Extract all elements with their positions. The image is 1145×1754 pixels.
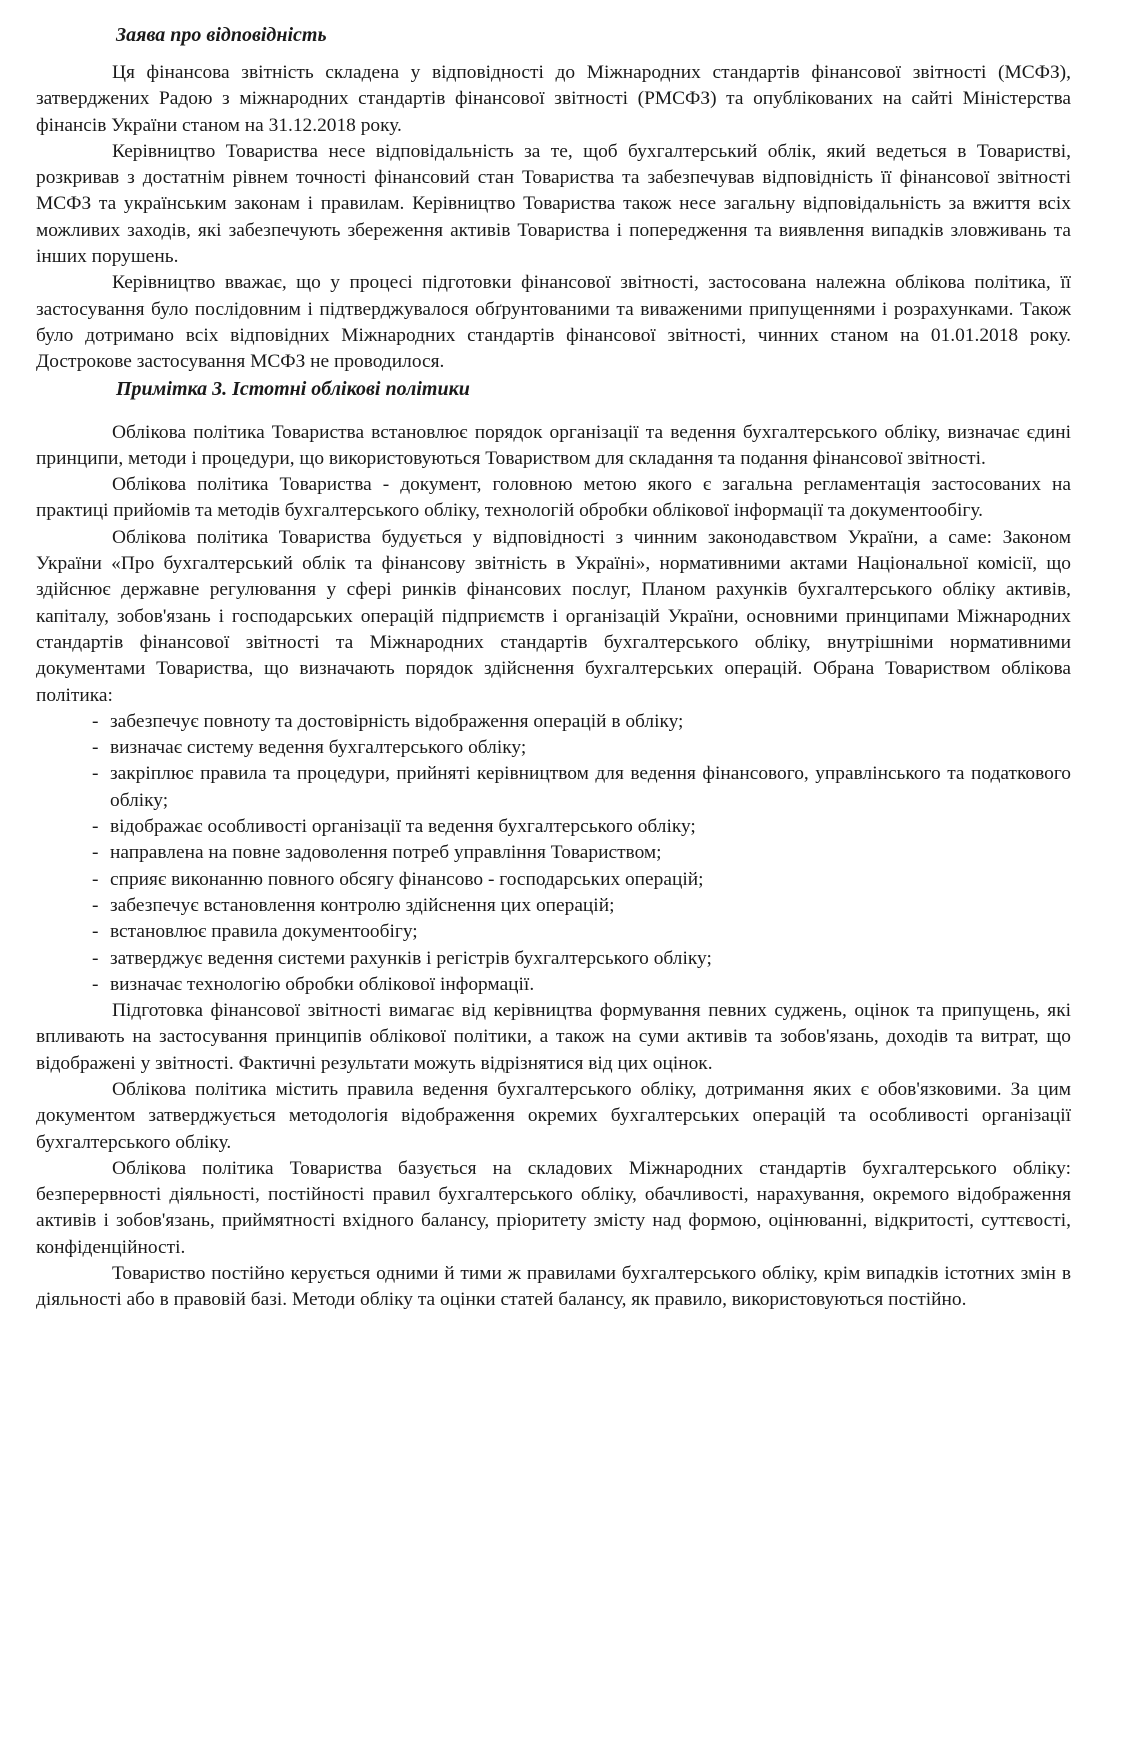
list-item (92, 919, 1071, 945)
list-item (92, 893, 1071, 919)
paragraph: Підготовка фінансової звітності вимагає від керівництва формування певних суджень, оцінок та припущень, які впливають на застосування принципів облікової політики, а також на суми активів та зобов'язань, доходів та витрат, що відображені у звітності. Фактичні результати можуть відрізнятися від цих оцінок. (36, 1000, 1071, 1074)
list-item-text: визначає систему ведення бухгалтерського обліку; (110, 737, 527, 759)
paragraph: Облікова політика Товариства - документ, головною метою якого є загальна регламентація застосованих на практиці прийомів та методів бухгалтерського обліку, технологій обробки облікової інформації та документообігу. (36, 474, 1071, 522)
list-item (92, 814, 1071, 840)
document-page (36, 22, 1071, 1314)
section-heading-statement-of-compliance: Заява про відповідність (116, 24, 327, 46)
list-item (92, 709, 1071, 735)
list-item-text: забезпечує повноту та достовірність відображення операцій в обліку; (110, 710, 684, 732)
paragraph: Облікова політика Товариства будується у відповідності з чинним законодавством України, а саме: Законом України «Про бухгалтерський облік та фінансову звітність в Україні», нормативними актами Національної комісії, що здійснює державне регулювання у сфері ринків фінансових послуг, Планом рахунків бухгалтерського обліку активів, капіталу, зобов'язань і господарських операцій підприємств і організацій України, основними принципами Міжнародних стандартів фінансової звітності та Міжнародних стандартів бухгалтерського обліку, внутрішніми нормативними документами Товариства, що визначають порядок здійснення бухгалтерських операцій. Обрана Товариством облікова політика: (36, 526, 1071, 706)
paragraph: Керівництво Товариства несе відповідальність за те, щоб бухгалтерський облік, який ведеться в Товаристві, розкривав з достатнім рівнем точності фінансовий стан Товариства та забезпечував відповідність її фінансової звітності МСФЗ та українським законам і правилам. Керівництво Товариства також несе загальну відповідальність за вжиття всіх можливих заходів, які забезпечують збереження активів Товариства і попередження та виявлення випадків зловживань та інших порушень. (36, 140, 1071, 268)
list-item-text: сприяє виконанню повного обсягу фінансово - господарських операцій; (110, 868, 704, 890)
list-item (92, 946, 1071, 972)
list-dash: - (92, 868, 99, 890)
list-item-text: забезпечує встановлення контролю здійснення цих операцій; (110, 894, 615, 916)
list-item-text: закріплює правила та процедури, прийняті керівництвом для ведення фінансового, управлінського та податкового обліку; (110, 763, 1071, 811)
list-item-text: відображає особливості організації та ведення бухгалтерського обліку; (110, 816, 696, 838)
paragraph: Облікова політика Товариства базується на складових Міжнародних стандартів бухгалтерського обліку: безперервності діяльності, постійності правил бухгалтерського обліку, обачливості, нарахування, окремого відображення активів і зобов'язань, приймятності вхідного балансу, пріоритету змісту над формою, оцінюванні, відкритості, суттєвості, конфіденційності. (36, 1157, 1071, 1258)
list-dash: - (92, 973, 99, 995)
paragraph: Облікова політика Товариства встановлює порядок організації та ведення бухгалтерського обліку, визначає єдині принципи, методи і процедури, що використовуються Товариством для складання та подання фінансової звітності. (36, 421, 1071, 469)
list-dash: - (92, 763, 99, 785)
paragraph: Товариство постійно керується одними й тими ж правилами бухгалтерського обліку, крім випадків істотних змін в діяльності або в правовій базі. Методи обліку та оцінки статей балансу, як правило, використовуються постійно. (36, 1263, 1071, 1311)
list-dash: - (92, 816, 99, 838)
list-dash: - (92, 842, 99, 864)
list-dash: - (92, 710, 99, 732)
list-item (92, 761, 1071, 814)
list-item-text: визначає технологію обробки облікової інформації. (110, 973, 535, 995)
list-dash: - (92, 947, 99, 969)
list-dash: - (92, 894, 99, 916)
list-item-text: направлена на повне задоволення потреб управління Товариством; (110, 842, 662, 864)
paragraph: Керівництво вважає, що у процесі підготовки фінансової звітності, застосована належна облікова політика, її застосування було послідовним і підтверджувалося обґрунтованими та виваженими припущеннями і розрахунками. Також було дотримано всіх відповідних Міжнародних стандартів фінансової звітності, чинних станом на 01.01.2018 року. Дострокове застосування МСФЗ не проводилося. (36, 272, 1071, 373)
list-item (92, 867, 1071, 893)
paragraph: Ця фінансова звітність складена у відповідності до Міжнародних стандартів фінансової звітності (МСФЗ), затверджених Радою з міжнародних стандартів фінансової звітності (РМСФЗ) та опублікованих на сайті Міністерства фінансів України станом на 31.12.2018 року. (36, 62, 1071, 136)
list-dash: - (92, 737, 99, 759)
list-item-text: затверджує ведення системи рахунків і регістрів бухгалтерського обліку; (110, 947, 712, 969)
list-item-text: встановлює правила документообігу; (110, 921, 418, 943)
list-dash: - (92, 921, 99, 943)
list-item (92, 840, 1071, 866)
list-item (92, 972, 1071, 998)
section-heading-note-3: Примітка 3. Істотні облікові політики (116, 377, 470, 400)
list-item (92, 735, 1071, 761)
policy-list (36, 709, 1071, 998)
paragraph: Облікова політика містить правила ведення бухгалтерського обліку, дотримання яких є обов'язковими. За цим документом затверджується методологія відображення окремих бухгалтерських операцій та особливості організації бухгалтерського обліку. (36, 1078, 1071, 1153)
